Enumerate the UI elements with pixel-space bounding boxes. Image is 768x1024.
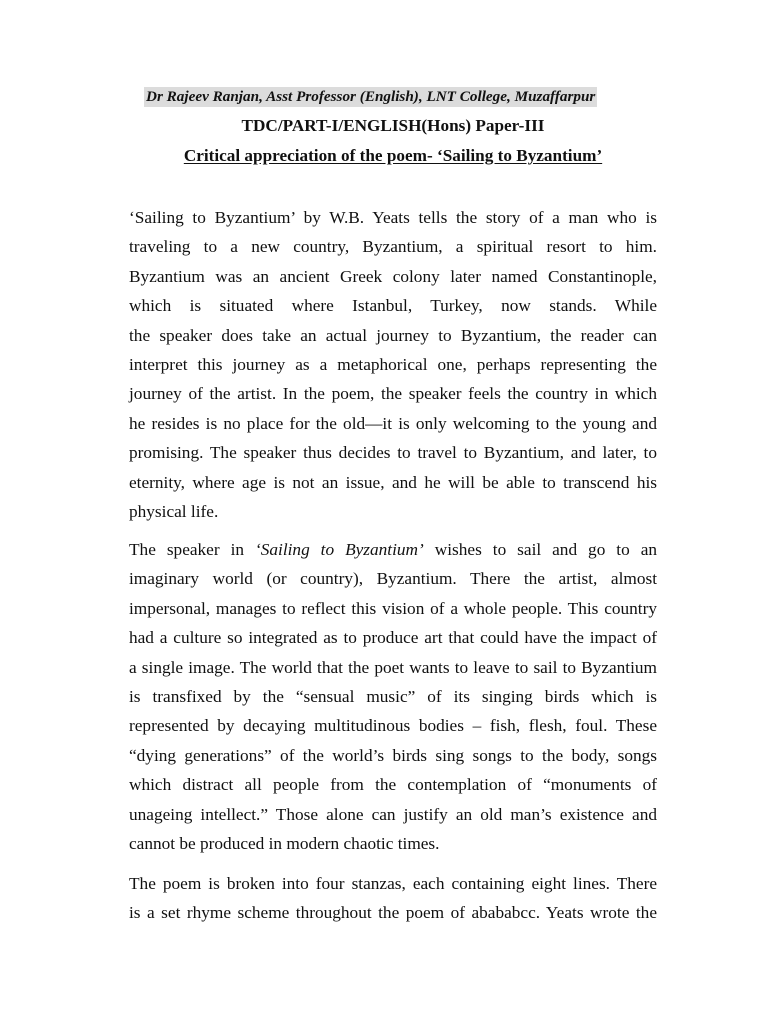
text-line: eternity, where age is not an issue, and he will be able to transcend his xyxy=(129,472,657,492)
text-line: impersonal, manages to reflect this vision of a whole people. This country xyxy=(129,598,657,618)
text-line: represented by decaying multitudinous bodies – fish, flesh, foul. These xyxy=(129,716,657,736)
text-line: ‘Sailing to Byzantium’ by W.B. Yeats tells the story of a man who is xyxy=(129,208,657,227)
text-run: The speaker in xyxy=(129,540,255,559)
text-line: The poem is broken into four stanzas, each containing eight lines. There xyxy=(129,874,657,893)
text-line: is a set rhyme scheme throughout the poem of abababcc. Yeats wrote the xyxy=(129,903,657,923)
paragraph-3 xyxy=(129,869,657,928)
text-line: imaginary world (or country), Byzantium. There the artist, almost xyxy=(129,569,657,589)
author-line: Dr Rajeev Ranjan, Asst Professor (English), LNT College, Muzaffarpur xyxy=(146,88,596,105)
text-line: which distract all people from the contemplation of “monuments of xyxy=(129,775,657,795)
text-line: a single image. The world that the poet wants to leave to sail to Byzantium xyxy=(129,657,657,677)
text-line: physical life. xyxy=(129,501,219,521)
text-line: had a culture so integrated as to produce art that could have the impact of xyxy=(129,628,657,648)
text-line: cannot be produced in modern chaotic times. xyxy=(129,833,440,853)
paragraph-1 xyxy=(129,203,657,526)
text-line: promising. The speaker thus decides to travel to Byzantium, and later, to xyxy=(129,443,657,463)
course-heading: TDC/PART-I/ENGLISH(Hons) Paper-III xyxy=(241,116,545,135)
text-line: is transfixed by the “sensual music” of its singing birds which is xyxy=(129,686,657,706)
poem-title-italic: ‘Sailing to Byzantium’ xyxy=(254,540,424,559)
text-line: journey of the artist. In the poem, the speaker feels the country in which xyxy=(129,384,657,404)
text-line: which is situated where Istanbul, Turkey, now stands. While xyxy=(129,296,657,316)
text-line: Byzantium was an ancient Greek colony later named Constantinople, xyxy=(129,266,657,286)
text-line: he resides is no place for the old—it is only welcoming to the young and xyxy=(129,413,657,433)
text-line: interpret this journey as a metaphorical one, perhaps representing the xyxy=(129,354,657,374)
text-line: “dying generations” of the world’s birds sing songs to the body, songs xyxy=(129,745,657,765)
essay-title: Critical appreciation of the poem- ‘Sailing to Byzantium’ xyxy=(183,146,603,165)
text-run: wishes to sail and go to an xyxy=(423,540,658,559)
text-line: unageing intellect.” Those alone can justify an old man’s existence and xyxy=(129,804,657,824)
text-line: traveling to a new country, Byzantium, a spiritual resort to him. xyxy=(129,237,657,257)
paragraph-2 xyxy=(129,535,657,858)
text-line: the speaker does take an actual journey to Byzantium, the reader can xyxy=(129,325,657,345)
text-line-with-italic-title xyxy=(129,535,657,564)
